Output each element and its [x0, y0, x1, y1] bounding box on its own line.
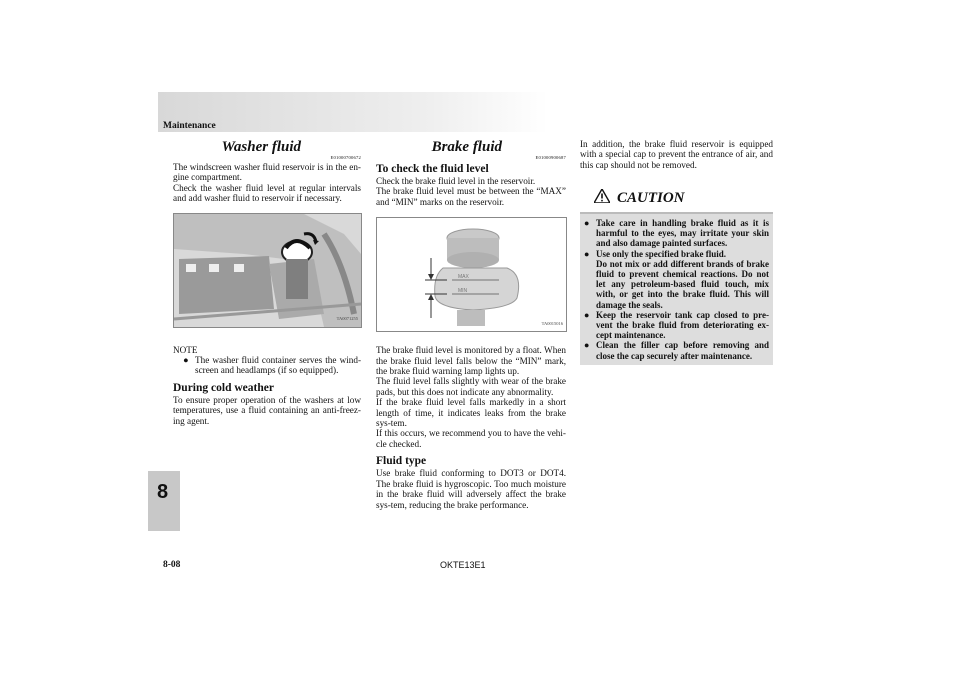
section-header: Maintenance	[163, 121, 216, 131]
fluid-type-heading: Fluid type	[376, 455, 427, 468]
section-tab	[148, 471, 180, 531]
left-column	[173, 139, 361, 426]
check-level-heading: To check the fluid level	[376, 163, 489, 175]
brake-reservoir-figure	[376, 217, 567, 332]
cap-intro: In addition, the brake fluid reservoir is equipped with a special cap to prevent the entrance of air, and this cap should not be removed.	[580, 139, 773, 170]
brake-figure-code: TA0015016	[541, 320, 563, 326]
caution-text-3: Keep the reservoir tank cap closed to pre-vent the brake fluid from deteriorating ex-cept maintenance.	[596, 309, 769, 341]
bullet-icon: ●	[584, 340, 590, 351]
engine-bay-illustration	[174, 214, 361, 327]
header-band	[158, 92, 548, 132]
bullet-icon: ●	[584, 248, 590, 259]
washer-figure-code: TA0071255	[336, 316, 358, 322]
washer-code: E01000700672	[330, 155, 361, 160]
check-p2: The brake fluid level must be between the “MAX” and “MIN” marks on the reservoir.	[376, 186, 566, 207]
bullet-icon: ●	[183, 355, 189, 366]
bullet-icon: ●	[584, 309, 590, 320]
brake-p4: If this occurs, we recommend you to have the vehi-cle checked.	[376, 428, 566, 449]
note-label: NOTE	[173, 344, 198, 355]
max-mark-label: MAX	[458, 274, 469, 281]
section-tab-number: 8	[157, 481, 169, 503]
min-mark-label: MIN	[458, 288, 468, 295]
document-id: OKTE13E1	[440, 560, 486, 570]
caution-item	[584, 249, 769, 310]
caution-header	[580, 185, 773, 214]
caution-word: CAUTION	[617, 190, 685, 206]
brake-code: E01000900687	[535, 155, 566, 160]
middle-column	[376, 139, 566, 510]
caution-item	[584, 310, 769, 341]
note-item	[183, 355, 361, 376]
cold-weather-heading: During cold weather	[173, 381, 274, 394]
right-column	[580, 139, 773, 170]
caution-text-2: Use only the specified brake fluid. Do not mix or add different brands of brake fluid to prevent chemical reactions. Do not let any petroleum-based fluid touch, mix with, or get into the brake fluid. This will damage the seals.	[596, 248, 769, 310]
brake-p3: If the brake fluid level falls markedly in a short length of time, it indicates leaks from the brake sys-tem.	[376, 397, 566, 429]
washer-fluid-title: Washer fluid	[221, 139, 301, 155]
caution-item	[584, 340, 769, 360]
caution-item	[584, 218, 769, 249]
washer-instruction: Check the washer fluid level at regular intervals and add washer fluid to reservoir if necessary.	[173, 182, 361, 204]
check-p1: Check the brake fluid level in the reservoir.	[376, 176, 536, 186]
engine-bay-figure	[173, 213, 362, 328]
warning-icon	[594, 189, 610, 203]
note-text: The washer fluid container serves the wind-screen and headlamps (if so equipped).	[195, 355, 361, 376]
caution-items	[580, 214, 773, 365]
fluid-type-text: Use brake fluid conforming to DOT3 or DOT4. The brake fluid is hygroscopic. Too much moisture in the brake fluid will adversely affect the brake sys-tem, reducing the brake performance.	[376, 468, 566, 510]
brake-reservoir-illustration	[377, 218, 566, 331]
bullet-icon: ●	[584, 218, 590, 228]
caution-text-1: Take care in handling brake fluid as it is harmful to the eyes, may irritate your skin and also damage painted surfaces.	[596, 218, 769, 249]
brake-p2: The fluid level falls slightly with wear of the brake pads, but this does not indicate any abnormality.	[376, 376, 566, 397]
cold-weather-text: To ensure proper operation of the washers at low temperatures, use a fluid containing an anti-freez-ing agent.	[173, 394, 361, 426]
washer-intro: The windscreen washer fluid reservoir is in the en-gine compartment.	[173, 162, 361, 183]
brake-fluid-title: Brake fluid	[431, 139, 502, 155]
caution-box	[580, 185, 773, 365]
page-number: 8-08	[163, 560, 181, 570]
brake-p1: The brake fluid level is monitored by a float. When the brake fluid level falls below the “MIN” mark, the brake fluid warning lamp lights up.	[376, 345, 566, 377]
caution-text-4: Clean the filler cap before removing and close the cap securely after maintenance.	[596, 340, 769, 361]
